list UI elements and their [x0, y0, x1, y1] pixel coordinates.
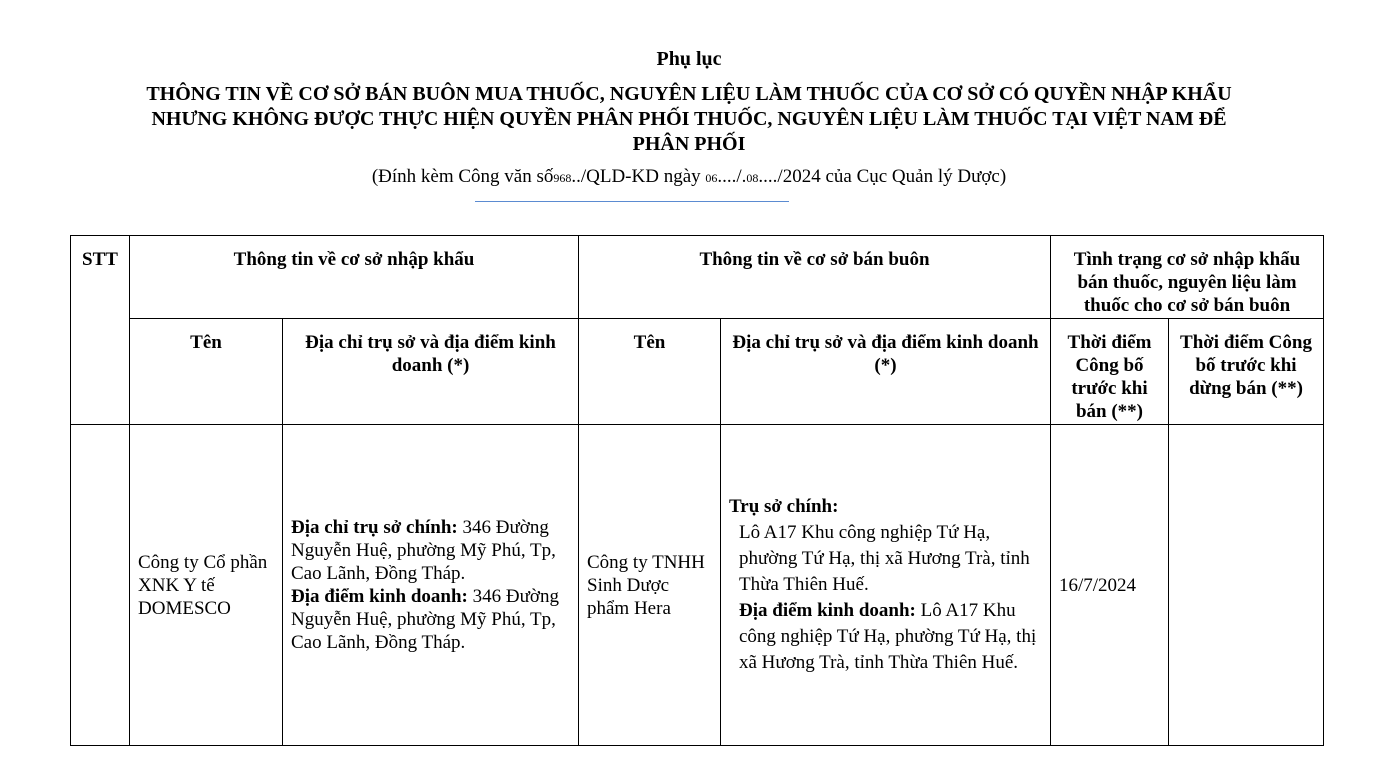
doc-month: 08: [746, 171, 759, 185]
col-wholesaler-info: Thông tin về cơ sở bán buôn: [579, 236, 1051, 319]
cell-importer-name: Công ty Cổ phần XNK Y tế DOMESCO: [130, 425, 283, 746]
attachment-note: [0, 166, 1378, 188]
col-announce-before-stop: Thời điểm Công bố trước khi dừng bán (**): [1169, 319, 1324, 425]
doc-day: 06: [705, 171, 718, 185]
wholesaler-biz: [729, 598, 1042, 676]
wholesaler-biz-value: Lô A17 Khu công nghiệp Tứ Hạ, phường Tứ Hạ, thị xã Hương Trà, tỉnh Thừa Thiên Huế.: [739, 600, 1037, 673]
date-separator: ..../.: [717, 166, 747, 187]
title-underline: [475, 201, 789, 202]
cell-wholesaler-name: Công ty TNHH Sinh Dược phẩm Hera: [579, 425, 721, 746]
cell-wholesaler-address: [721, 425, 1051, 746]
title-line-3: PHÂN PHỐI: [632, 133, 746, 155]
cell-stt: [71, 425, 130, 746]
importer-biz-label: Địa điểm kinh doanh:: [291, 586, 468, 607]
table-row: [71, 425, 1324, 746]
appendix-heading: Phụ lục: [656, 48, 722, 70]
col-stt: STT: [71, 236, 130, 425]
document-title: [0, 82, 1378, 157]
col-status: Tình trạng cơ sở nhập khẩu bán thuốc, nguyên liệu làm thuốc cho cơ sở bán buôn: [1051, 236, 1324, 319]
wholesaler-hq-value: Lô A17 Khu công nghiệp Tứ Hạ, phường Tứ Hạ, thị xã Hương Trà, tỉnh Thừa Thiên Huế.: [739, 522, 1030, 595]
wholesaler-hq-label: Trụ sở chính:: [729, 496, 839, 517]
col-announce-before-sale: Thời điểm Công bố trước khi bán (**): [1051, 319, 1169, 425]
col-wholesaler-address: Địa chỉ trụ sở và địa điểm kinh doanh (*): [721, 319, 1051, 425]
info-table: [70, 235, 1324, 746]
col-importer-address: Địa chỉ trụ sở và địa điểm kinh doanh (*): [283, 319, 579, 425]
col-wholesaler-name: Tên: [579, 319, 721, 425]
importer-hq-label: Địa chỉ trụ sở chính:: [291, 517, 458, 538]
cell-announce-before-stop: [1169, 425, 1324, 746]
importer-biz-value: 346 Đường Nguyễn Huệ, phường Mỹ Phú, Tp, Cao Lãnh, Đồng Tháp.: [291, 586, 559, 653]
title-line-2: NHƯNG KHÔNG ĐƯỢC THỰC HIỆN QUYỀN PHÂN PHỐI THUỐC, NGUYÊN LIỆU LÀM THUỐC TẠI VIỆT NAM ĐỂ: [151, 108, 1227, 130]
attachment-note-mid: ../QLD-KD ngày: [571, 166, 701, 187]
title-line-1: THÔNG TIN VỀ CƠ SỞ BÁN BUÔN MUA THUỐC, NGUYÊN LIỆU LÀM THUỐC CỦA CƠ SỞ CÓ QUYỀN NHẬP KHẨU: [146, 83, 1232, 105]
attachment-note-suffix: ..../2024 của Cục Quản lý Dược): [758, 166, 1007, 187]
header-row-2: [71, 319, 1324, 425]
importer-hq-value: 346 Đường Nguyễn Huệ, phường Mỹ Phú, Tp, Cao Lãnh, Đồng Tháp.: [291, 517, 556, 584]
cell-importer-address: [283, 425, 579, 746]
header-row-1: [71, 236, 1324, 319]
cell-announce-before-sale: 16/7/2024: [1051, 425, 1169, 746]
wholesaler-biz-label: Địa điểm kinh doanh:: [739, 600, 916, 621]
col-importer-info: Thông tin về cơ sở nhập khẩu: [130, 236, 579, 319]
doc-number: 968: [553, 171, 572, 185]
attachment-note-prefix: (Đính kèm Công văn số: [371, 166, 554, 187]
col-importer-name: Tên: [130, 319, 283, 425]
